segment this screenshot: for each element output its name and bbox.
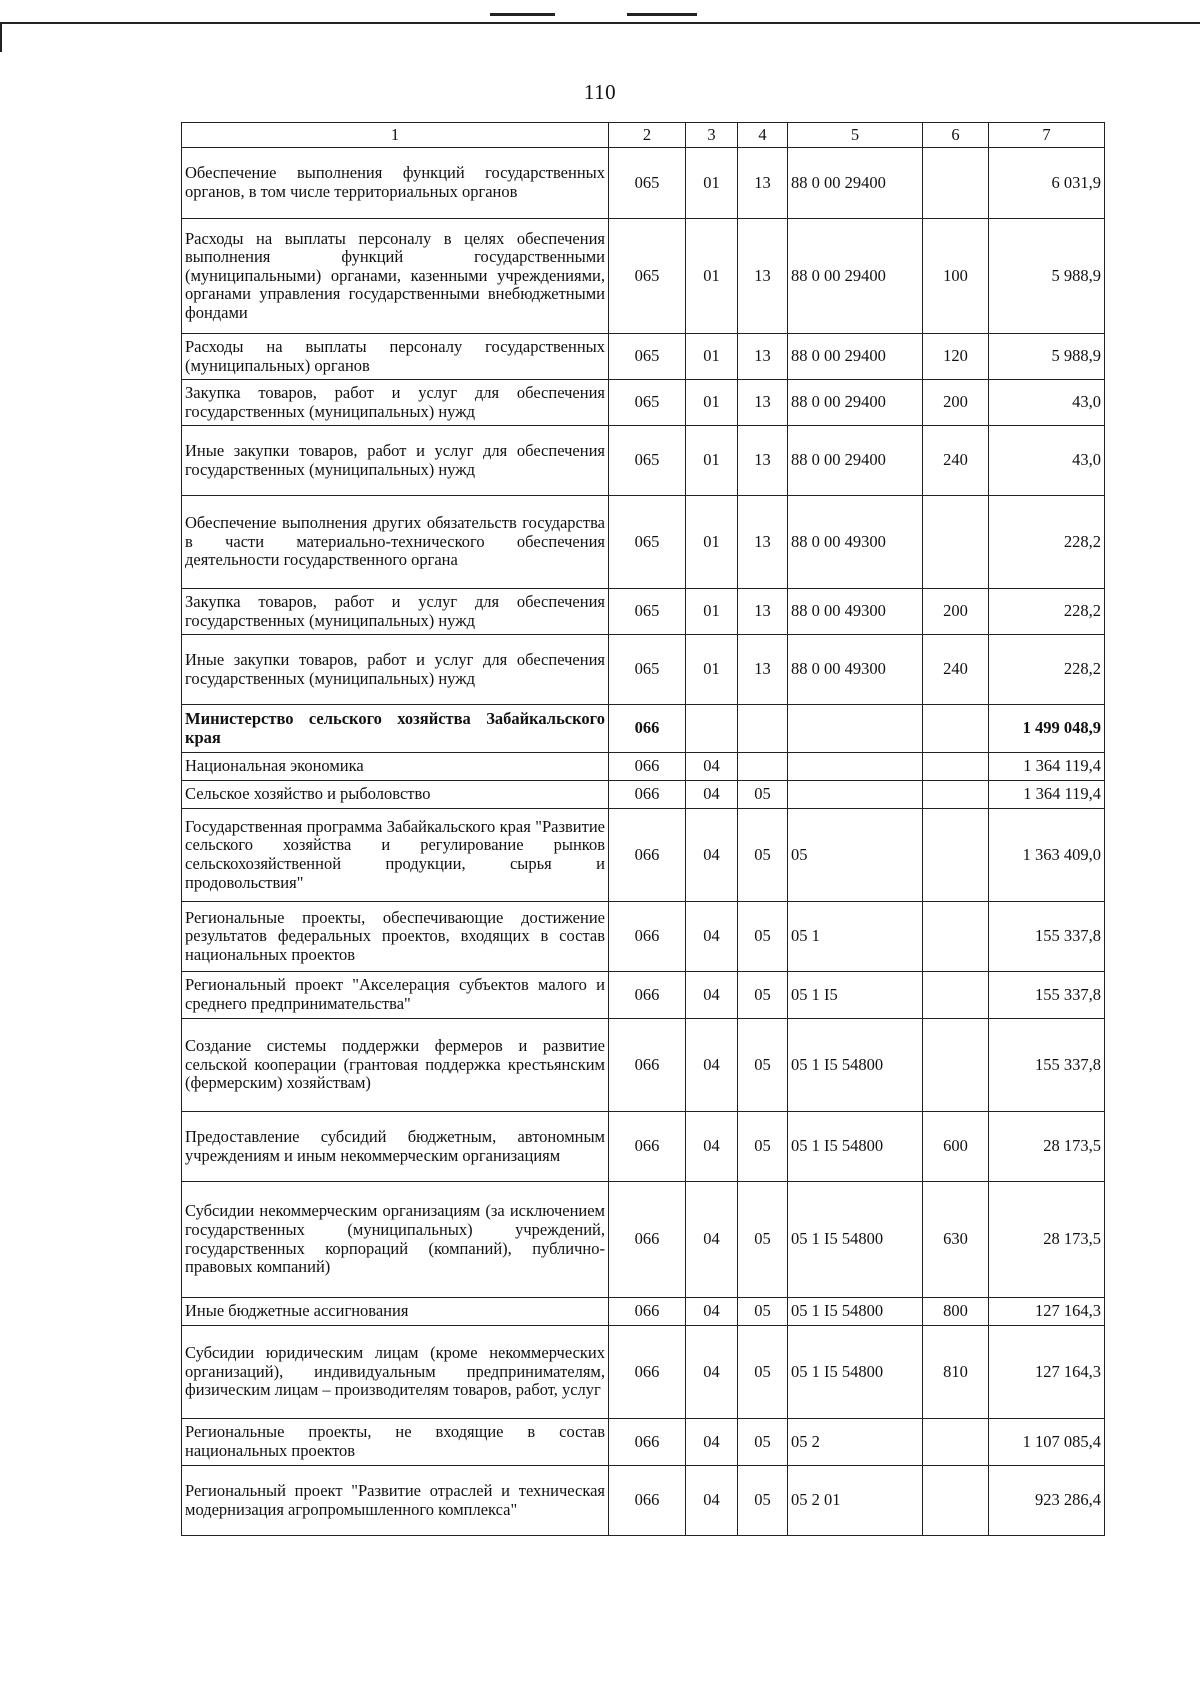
cell-subsection — [738, 705, 788, 753]
cell-section: 04 — [686, 902, 738, 972]
page-number: 110 — [583, 80, 617, 104]
cell-subsection — [738, 753, 788, 781]
cell-subsection: 05 — [738, 1298, 788, 1326]
cell-section: 04 — [686, 1019, 738, 1112]
cell-target-article: 88 0 00 49300 — [788, 496, 923, 589]
cell-amount: 1 107 085,4 — [989, 1419, 1105, 1466]
cell-subsection: 05 — [738, 1419, 788, 1466]
table-row — [182, 426, 1105, 496]
row-name: Государственная программа Забайкальского края "Развитие сельского хозяйства и регулирование рынков сельскохозяйственной продукции, сырья и продовольствия" — [182, 809, 609, 902]
table-row — [182, 1466, 1105, 1536]
row-name: Сельское хозяйство и рыболовство — [182, 781, 609, 809]
cell-expense-type — [923, 972, 989, 1019]
cell-subsection: 13 — [738, 334, 788, 380]
cell-expense-type — [923, 1466, 989, 1536]
cell-section: 04 — [686, 1298, 738, 1326]
row-name: Региональный проект "Развитие отраслей и техническая модернизация агропромышленного комплекса" — [182, 1466, 609, 1536]
cell-ministry-code: 066 — [609, 1419, 686, 1466]
cell-subsection: 05 — [738, 781, 788, 809]
cell-section: 01 — [686, 148, 738, 219]
cell-amount: 155 337,8 — [989, 902, 1105, 972]
cell-ministry-code: 065 — [609, 219, 686, 334]
cell-ministry-code: 066 — [609, 781, 686, 809]
cell-expense-type — [923, 781, 989, 809]
cell-expense-type: 810 — [923, 1326, 989, 1419]
row-name: Субсидии юридическим лицам (кроме некоммерческих организаций), индивидуальным предпринимателям, физическим лицам – производителям товаров, работ, услуг — [182, 1326, 609, 1419]
cell-amount: 228,2 — [989, 496, 1105, 589]
cell-ministry-code: 065 — [609, 148, 686, 219]
cell-amount: 43,0 — [989, 380, 1105, 426]
cell-target-article — [788, 781, 923, 809]
table-row — [182, 334, 1105, 380]
table-row — [182, 1182, 1105, 1298]
cell-expense-type: 800 — [923, 1298, 989, 1326]
cell-section: 04 — [686, 1326, 738, 1419]
cell-amount: 28 173,5 — [989, 1182, 1105, 1298]
cell-target-article: 88 0 00 49300 — [788, 589, 923, 635]
cell-amount: 28 173,5 — [989, 1112, 1105, 1182]
cell-amount: 155 337,8 — [989, 972, 1105, 1019]
table-row — [182, 635, 1105, 705]
table-row — [182, 1326, 1105, 1419]
scan-mark-1 — [490, 13, 555, 16]
cell-target-article: 05 1 I5 54800 — [788, 1326, 923, 1419]
table-row — [182, 380, 1105, 426]
row-name: Расходы на выплаты персоналу государственных (муниципальных) органов — [182, 334, 609, 380]
cell-amount: 923 286,4 — [989, 1466, 1105, 1536]
row-name: Субсидии некоммерческим организациям (за исключением государственных (муниципальных) учреждений, государственных корпораций (компаний), публично-правовых компаний) — [182, 1182, 609, 1298]
cell-subsection: 05 — [738, 1466, 788, 1536]
cell-section: 01 — [686, 635, 738, 705]
table-header-row — [182, 123, 1105, 148]
cell-subsection: 13 — [738, 219, 788, 334]
table-row — [182, 1298, 1105, 1326]
cell-section: 04 — [686, 1182, 738, 1298]
cell-ministry-code: 066 — [609, 1182, 686, 1298]
cell-section — [686, 705, 738, 753]
cell-target-article: 88 0 00 29400 — [788, 426, 923, 496]
row-name: Министерство сельского хозяйства Забайкальского края — [182, 705, 609, 753]
row-name: Региональный проект "Акселерация субъектов малого и среднего предпринимательства" — [182, 972, 609, 1019]
cell-expense-type: 100 — [923, 219, 989, 334]
cell-section: 01 — [686, 219, 738, 334]
budget-table — [181, 122, 1105, 1536]
cell-section: 01 — [686, 334, 738, 380]
scan-edge-left — [0, 22, 2, 52]
cell-target-article: 05 1 I5 54800 — [788, 1019, 923, 1112]
cell-subsection: 05 — [738, 1326, 788, 1419]
cell-section: 04 — [686, 753, 738, 781]
table-row — [182, 1112, 1105, 1182]
cell-amount: 5 988,9 — [989, 334, 1105, 380]
cell-amount: 5 988,9 — [989, 219, 1105, 334]
row-name: Закупка товаров, работ и услуг для обеспечения государственных (муниципальных) нужд — [182, 589, 609, 635]
cell-ministry-code: 066 — [609, 1326, 686, 1419]
cell-amount: 1 363 409,0 — [989, 809, 1105, 902]
cell-subsection: 05 — [738, 1019, 788, 1112]
cell-ministry-code: 065 — [609, 380, 686, 426]
row-name: Предоставление субсидий бюджетным, автономным учреждениям и иным некоммерческим организациям — [182, 1112, 609, 1182]
row-name: Региональные проекты, обеспечивающие достижение результатов федеральных проектов, входящих в состав национальных проектов — [182, 902, 609, 972]
cell-expense-type: 120 — [923, 334, 989, 380]
col-header: 4 — [738, 123, 788, 148]
cell-expense-type: 200 — [923, 380, 989, 426]
table-row-ministry — [182, 705, 1105, 753]
cell-expense-type — [923, 902, 989, 972]
cell-target-article: 05 1 I5 54800 — [788, 1182, 923, 1298]
cell-amount: 6 031,9 — [989, 148, 1105, 219]
table-row — [182, 1019, 1105, 1112]
row-name: Иные закупки товаров, работ и услуг для обеспечения государственных (муниципальных) нужд — [182, 635, 609, 705]
cell-amount: 228,2 — [989, 589, 1105, 635]
col-header: 3 — [686, 123, 738, 148]
cell-target-article: 05 — [788, 809, 923, 902]
cell-amount: 155 337,8 — [989, 1019, 1105, 1112]
table-row — [182, 496, 1105, 589]
scan-mark-2 — [627, 13, 697, 16]
cell-target-article: 05 1 I5 54800 — [788, 1298, 923, 1326]
cell-expense-type — [923, 1019, 989, 1112]
cell-section: 04 — [686, 1112, 738, 1182]
cell-section: 01 — [686, 589, 738, 635]
row-name: Обеспечение выполнения функций государственных органов, в том числе территориальных органов — [182, 148, 609, 219]
cell-expense-type: 600 — [923, 1112, 989, 1182]
cell-ministry-code: 066 — [609, 1112, 686, 1182]
cell-subsection: 13 — [738, 380, 788, 426]
cell-expense-type — [923, 148, 989, 219]
cell-ministry-code: 065 — [609, 426, 686, 496]
scan-edge-top — [0, 22, 1200, 24]
cell-subsection: 13 — [738, 589, 788, 635]
cell-target-article: 05 2 — [788, 1419, 923, 1466]
table-row — [182, 781, 1105, 809]
cell-subsection: 13 — [738, 148, 788, 219]
col-header: 7 — [989, 123, 1105, 148]
cell-expense-type — [923, 705, 989, 753]
cell-ministry-code: 065 — [609, 334, 686, 380]
row-name: Иные бюджетные ассигнования — [182, 1298, 609, 1326]
col-header: 6 — [923, 123, 989, 148]
table-row — [182, 972, 1105, 1019]
table-row — [182, 753, 1105, 781]
cell-expense-type: 630 — [923, 1182, 989, 1298]
cell-subsection: 13 — [738, 496, 788, 589]
cell-ministry-code: 066 — [609, 1298, 686, 1326]
col-header: 2 — [609, 123, 686, 148]
cell-target-article — [788, 753, 923, 781]
cell-target-article: 05 1 I5 — [788, 972, 923, 1019]
cell-ministry-code: 066 — [609, 705, 686, 753]
table-row — [182, 589, 1105, 635]
cell-subsection: 13 — [738, 635, 788, 705]
cell-ministry-code: 065 — [609, 496, 686, 589]
table-row — [182, 809, 1105, 902]
cell-subsection: 05 — [738, 1182, 788, 1298]
cell-expense-type: 240 — [923, 635, 989, 705]
table-row — [182, 148, 1105, 219]
cell-section: 01 — [686, 426, 738, 496]
cell-expense-type — [923, 753, 989, 781]
row-name: Создание системы поддержки фермеров и развитие сельской кооперации (грантовая поддержка крестьянским (фермерским) хозяйствам) — [182, 1019, 609, 1112]
cell-ministry-code: 066 — [609, 809, 686, 902]
cell-target-article: 88 0 00 49300 — [788, 635, 923, 705]
cell-amount: 1 364 119,4 — [989, 781, 1105, 809]
cell-target-article: 05 1 — [788, 902, 923, 972]
cell-section: 04 — [686, 1419, 738, 1466]
row-name: Расходы на выплаты персоналу в целях обеспечения выполнения функций государственными (муниципальными) органами, казенными учреждениями, органами управления государственными внебюджетными фондами — [182, 219, 609, 334]
cell-expense-type: 240 — [923, 426, 989, 496]
cell-target-article: 88 0 00 29400 — [788, 380, 923, 426]
cell-subsection: 05 — [738, 1112, 788, 1182]
cell-section: 04 — [686, 781, 738, 809]
cell-target-article — [788, 705, 923, 753]
cell-section: 04 — [686, 809, 738, 902]
cell-section: 04 — [686, 1466, 738, 1536]
cell-ministry-code: 065 — [609, 635, 686, 705]
cell-target-article: 05 1 I5 54800 — [788, 1112, 923, 1182]
cell-amount: 1 499 048,9 — [989, 705, 1105, 753]
cell-target-article: 88 0 00 29400 — [788, 334, 923, 380]
cell-subsection: 13 — [738, 426, 788, 496]
cell-amount: 127 164,3 — [989, 1326, 1105, 1419]
cell-section: 01 — [686, 496, 738, 589]
cell-ministry-code: 066 — [609, 1466, 686, 1536]
cell-target-article: 88 0 00 29400 — [788, 148, 923, 219]
cell-ministry-code: 066 — [609, 1019, 686, 1112]
row-name: Региональные проекты, не входящие в состав национальных проектов — [182, 1419, 609, 1466]
cell-expense-type — [923, 496, 989, 589]
cell-amount: 1 364 119,4 — [989, 753, 1105, 781]
cell-section: 01 — [686, 380, 738, 426]
table-row — [182, 1419, 1105, 1466]
cell-target-article: 88 0 00 29400 — [788, 219, 923, 334]
cell-subsection: 05 — [738, 972, 788, 1019]
cell-ministry-code: 065 — [609, 589, 686, 635]
cell-subsection: 05 — [738, 902, 788, 972]
cell-ministry-code: 066 — [609, 902, 686, 972]
col-header: 5 — [788, 123, 923, 148]
cell-expense-type — [923, 1419, 989, 1466]
row-name: Иные закупки товаров, работ и услуг для обеспечения государственных (муниципальных) нужд — [182, 426, 609, 496]
cell-ministry-code: 066 — [609, 972, 686, 1019]
cell-ministry-code: 066 — [609, 753, 686, 781]
table-row — [182, 902, 1105, 972]
col-header: 1 — [182, 123, 609, 148]
cell-expense-type: 200 — [923, 589, 989, 635]
cell-amount: 43,0 — [989, 426, 1105, 496]
table-row — [182, 219, 1105, 334]
row-name: Закупка товаров, работ и услуг для обеспечения государственных (муниципальных) нужд — [182, 380, 609, 426]
row-name: Национальная экономика — [182, 753, 609, 781]
row-name: Обеспечение выполнения других обязательств государства в части материально-технического обеспечения деятельности государственного органа — [182, 496, 609, 589]
cell-amount: 127 164,3 — [989, 1298, 1105, 1326]
cell-target-article: 05 2 01 — [788, 1466, 923, 1536]
cell-expense-type — [923, 809, 989, 902]
cell-amount: 228,2 — [989, 635, 1105, 705]
cell-subsection: 05 — [738, 809, 788, 902]
cell-section: 04 — [686, 972, 738, 1019]
